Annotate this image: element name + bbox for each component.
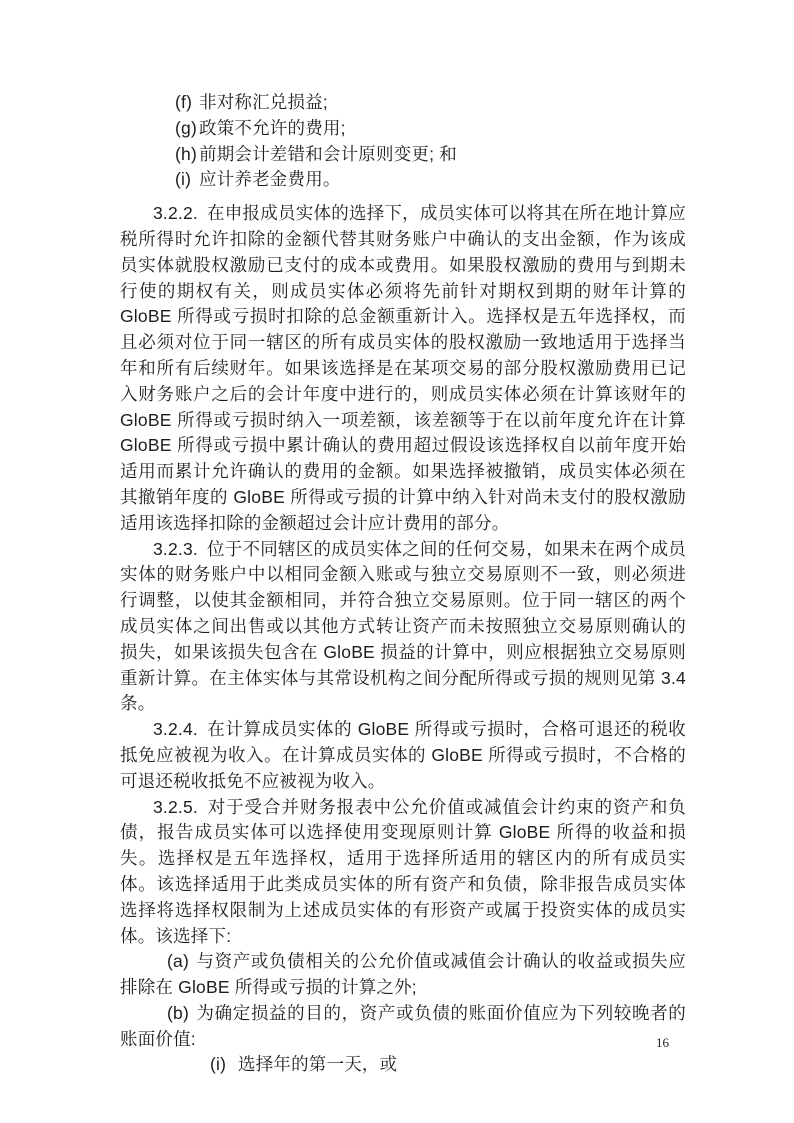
sub-item-text: 与资产或负债相关的公允价值或减值会计确认的收益或损失应排除在 GloBE 所得或亏损的计算之外; — [120, 951, 686, 998]
sub-item-a — [120, 949, 686, 1001]
roman-item-i — [210, 1052, 686, 1078]
sub-item-b — [120, 1001, 686, 1053]
list-item-label: (g) — [175, 117, 197, 138]
list-item — [175, 167, 686, 193]
list-item-text: 应计养老金费用。 — [199, 169, 341, 190]
list-item-text: 非对称汇兑损益; — [199, 92, 328, 112]
paragraph-3-2-3 — [120, 537, 686, 718]
paragraph-3-2-2 — [120, 201, 686, 536]
sub-item-label: (b) — [167, 1002, 189, 1023]
paragraph-3-2-4 — [120, 717, 686, 794]
alpha-list — [120, 90, 686, 193]
roman-item-label: (i) — [210, 1054, 227, 1075]
paragraph-3-2-5 — [120, 795, 686, 950]
list-item-label: (f) — [175, 92, 193, 112]
list-item-text: 政策不允许的费用; — [199, 117, 346, 138]
document-content — [120, 90, 686, 1078]
paragraph-text: 在计算成员实体的 GloBE 所得或亏损时，合格可退还的税收抵免应被视为收入。在计算成员实体的 GloBE 所得或亏损时，不合格的可退还税收抵免不应被视为收入。 — [120, 719, 686, 791]
list-item-text: 前期会计差错和会计原则变更; 和 — [199, 143, 457, 164]
sub-item-text: 为确定损益的目的，资产或负债的账面价值应为下列较晚者的账面价值: — [120, 1002, 686, 1049]
page-number: 16 — [656, 1035, 669, 1050]
paragraph-number: 3.2.2. — [153, 203, 198, 224]
paragraph-number: 3.2.4. — [153, 719, 198, 740]
list-item-label: (i) — [175, 169, 192, 190]
paragraph-number: 3.2.3. — [153, 538, 198, 559]
list-item — [175, 142, 686, 168]
paragraph-number: 3.2.5. — [153, 796, 198, 817]
sub-item-label: (a) — [167, 951, 189, 972]
list-item — [175, 90, 686, 116]
list-item — [175, 116, 686, 142]
paragraph-text: 在申报成员实体的选择下，成员实体可以将其在所在地计算应税所得时允许扣除的金额代替其财务账户中确认的支出金额，作为该成员实体就股权激励已支付的成本或费用。如果股权激励的费用与到期未行使的期权有关，则成员实体必须将先前针对期权到期的财年计算的 GloBE 所得或亏损时扣除的总金额重新计入。选择权是五年选择权，而且必须对位于同一辖区的所有成员实体的股权激励一致地适用于选择当年和所有后续财年。如果该选择是在某项交易的部分股权激励费用已记入财务账户之后的会计年度中进行的，则成员实体必须在计算该财年的 GloBE 所得或亏损时纳入一项差额，该差额等于在以前年度允许在计算 GloBE 所得或亏损中累计确认的费用超过假设该选择权自以前年度开始适用而累计允许确认的费用的金额。如果选择被撤销，成员实体必须在其撤销年度的 GloBE 所得或亏损的计算中纳入针对尚未支付的股权激励适用该选择扣除的金额超过会计应计费用的部分。 — [120, 203, 686, 533]
list-item-label: (h) — [175, 143, 197, 164]
roman-item-text: 选择年的第一天，或 — [238, 1054, 398, 1075]
paragraph-text: 位于不同辖区的成员实体之间的任何交易，如果未在两个成员实体的财务账户中以相同金额入账或与独立交易原则不一致，则必须进行调整，以使其金额相同，并符合独立交易原则。位于同一辖区的两个成员实体之间出售或以其他方式转让资产而未按照独立交易原则确认的损失，如果该损失包含在 GloBE 损益的计算中，则应根据独立交易原则重新计算。在主体实体与其常设机构之间分配所得或亏损的规则见第 3.4 条。 — [120, 538, 686, 714]
paragraph-text: 对于受合并财务报表中公允价值或减值会计约束的资产和负债，报告成员实体可以选择使用变现原则计算 GloBE 所得的收益和损失。选择权是五年选择权，适用于选择所适用的辖区内的所有成员实体。该选择适用于此类成员实体的所有资产和负债，除非报告成员实体选择将选择权限制为上述成员实体的有形资产或属于投资实体的成员实体。该选择下: — [120, 796, 686, 946]
